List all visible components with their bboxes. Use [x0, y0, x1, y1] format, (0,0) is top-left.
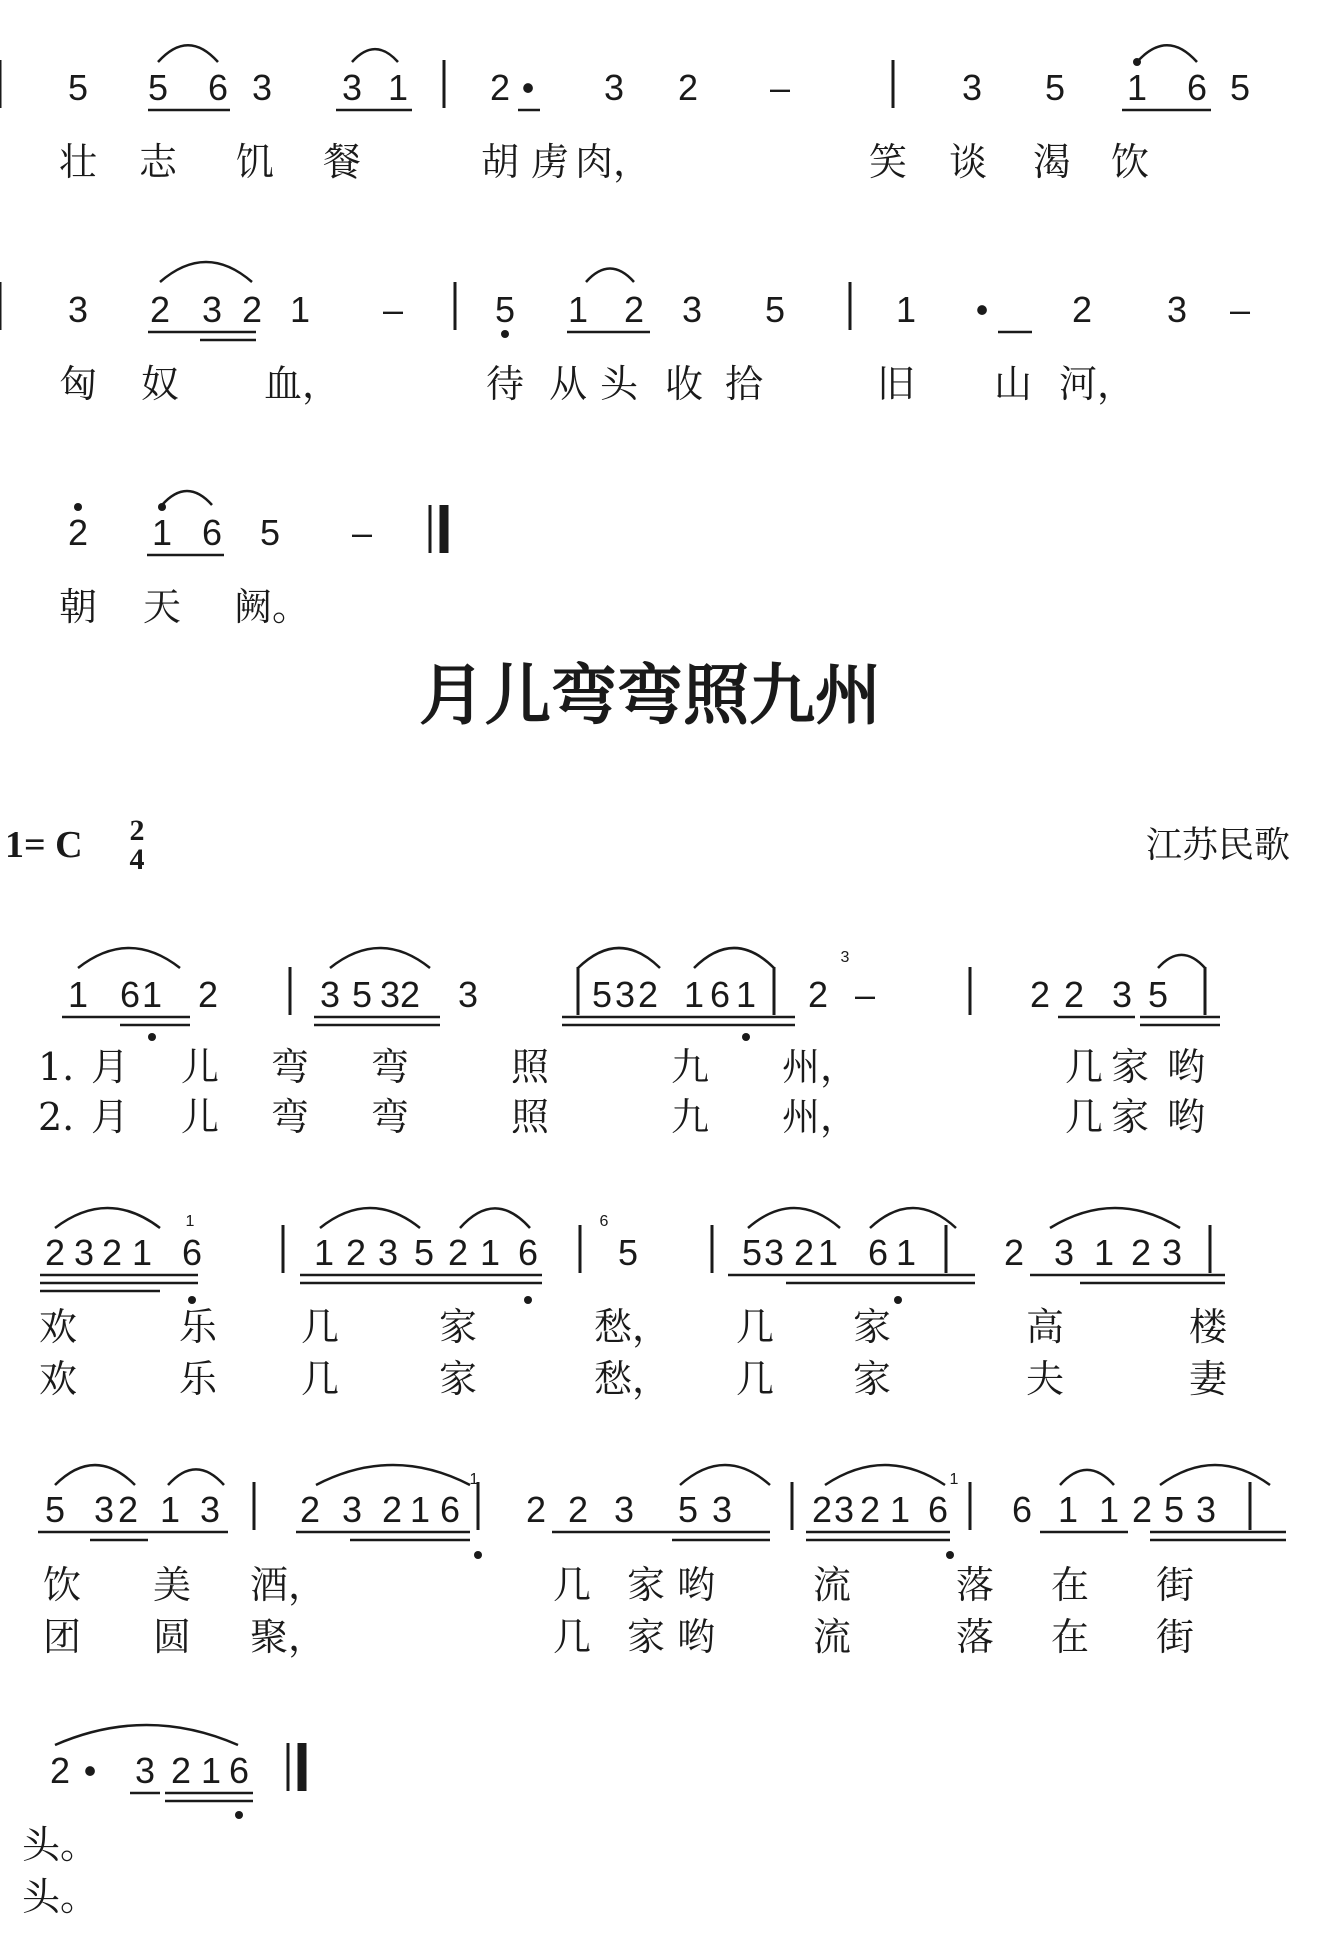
lyric: 山: [993, 362, 1033, 406]
note: 5: [67, 67, 89, 108]
note: 1: [1098, 1489, 1120, 1530]
grace-note: 1: [949, 1471, 959, 1488]
note: 3: [134, 1750, 156, 1791]
note: 6: [181, 1232, 203, 1273]
slur: [168, 1469, 224, 1485]
lyric: 志: [138, 140, 178, 184]
note: 3: [603, 67, 625, 108]
lyric: 家: [438, 1357, 478, 1401]
lyric: 渴: [1032, 140, 1072, 184]
note: 5: [1147, 974, 1169, 1015]
lyric: 流: [812, 1615, 852, 1659]
lyric: 弯: [270, 1045, 310, 1089]
note: 3: [711, 1489, 733, 1530]
note: 2: [811, 1489, 833, 1530]
note: 1: [289, 289, 311, 330]
lyric: 天: [142, 585, 182, 629]
note: 1: [131, 1232, 153, 1273]
note: 5: [677, 1489, 699, 1530]
lyric: 家: [852, 1357, 892, 1401]
lyric: 聚，: [249, 1615, 327, 1659]
lyric: 弯: [370, 1045, 410, 1089]
note: 3: [1053, 1232, 1075, 1273]
lyric: 家: [626, 1615, 666, 1659]
note: 6: [1011, 1489, 1033, 1530]
note: 6: [927, 1489, 949, 1530]
lyric: 照: [510, 1045, 550, 1089]
note: 3: [763, 1232, 785, 1273]
note: 3: [613, 1489, 635, 1530]
note: 1: [895, 289, 917, 330]
note: 3: [961, 67, 983, 108]
note: 3: [1111, 974, 1133, 1015]
slur: [352, 49, 398, 62]
note: 1: [683, 974, 705, 1015]
grace-note: 6: [599, 1213, 609, 1230]
note: 2: [859, 1489, 881, 1530]
lyric: 几: [300, 1305, 340, 1349]
song-title: 月儿弯弯照九州: [419, 657, 881, 734]
lyric: 谈: [948, 140, 988, 184]
note: 3: [379, 974, 401, 1015]
slur: [1158, 955, 1205, 968]
lyric: 哟: [1166, 1095, 1206, 1139]
note: 2: [567, 1489, 589, 1530]
note: 5: [1163, 1489, 1185, 1530]
slur: [694, 948, 774, 968]
lyric: 虏: [530, 140, 570, 184]
slur: [316, 1465, 470, 1485]
lyric: 月: [90, 1095, 130, 1139]
note: 2: [197, 974, 219, 1015]
lyric: 落: [955, 1563, 995, 1607]
lyric: 愁，: [593, 1357, 671, 1401]
lyric: 朝: [58, 585, 98, 629]
slur: [330, 948, 430, 968]
lyric: 匈: [58, 362, 98, 406]
slur: [55, 1208, 160, 1228]
note: 3: [1161, 1232, 1183, 1273]
dash-note: –: [382, 289, 404, 330]
note: 5: [413, 1232, 435, 1273]
note: 3: [341, 1489, 363, 1530]
note: 2: [345, 1232, 367, 1273]
slur: [78, 948, 180, 968]
note: 2: [1029, 974, 1051, 1015]
note: 2: [623, 289, 645, 330]
octave-dot-high: [74, 503, 82, 511]
lyric: 几: [300, 1357, 340, 1401]
note: 5: [764, 289, 786, 330]
lyric: 家: [438, 1305, 478, 1349]
note: 1: [735, 974, 757, 1015]
lyric: 家: [852, 1305, 892, 1349]
note: 1: [567, 289, 589, 330]
lyric: 头。: [21, 1823, 99, 1867]
lyric: 笑: [868, 140, 908, 184]
lyric: 壮: [58, 140, 98, 184]
note: 3: [251, 67, 273, 108]
slur: [680, 1465, 770, 1485]
octave-dot-low: [235, 1811, 243, 1819]
octave-dot-low: [894, 1296, 902, 1304]
note: 5: [591, 974, 613, 1015]
slur: [1050, 1208, 1180, 1228]
lyric: 照: [510, 1095, 550, 1139]
lyric: 几: [552, 1615, 592, 1659]
dot-augment: •: [83, 1750, 97, 1791]
note: 3: [67, 289, 89, 330]
octave-dot-low: [188, 1296, 196, 1304]
slur: [55, 1725, 238, 1745]
slur: [578, 948, 660, 968]
time-signature-top: 2: [129, 814, 145, 847]
lyric: 楼: [1188, 1305, 1228, 1349]
lyric: 乐: [178, 1357, 218, 1401]
slur: [1060, 1470, 1114, 1485]
slur: [1137, 45, 1197, 62]
lyric: 几: [1064, 1095, 1104, 1139]
lyric: 在: [1050, 1563, 1090, 1607]
lyric: 饥: [235, 140, 275, 184]
lyric: 几: [735, 1305, 775, 1349]
note: 3: [199, 1489, 221, 1530]
slur: [870, 1208, 956, 1228]
lyric: 流: [812, 1563, 852, 1607]
lyric: 哟: [676, 1563, 716, 1607]
dash-note: –: [1229, 289, 1251, 330]
lyric: 乐: [178, 1305, 218, 1349]
note: 1: [1126, 67, 1148, 108]
octave-dot-low: [946, 1551, 954, 1559]
lyric: 收: [664, 362, 704, 406]
note: 3: [614, 974, 636, 1015]
lyric: 家: [626, 1563, 666, 1607]
lyric: 饮: [1110, 140, 1150, 184]
lyric: 弯: [270, 1095, 310, 1139]
dash-note: –: [351, 512, 373, 553]
note: 1: [159, 1489, 181, 1530]
dash-note: –: [769, 67, 791, 108]
lyric: 街: [1155, 1563, 1195, 1607]
note: 2: [49, 1750, 71, 1791]
note: 6: [1186, 67, 1208, 108]
note: 5: [1229, 67, 1251, 108]
dot-augment: •: [521, 67, 535, 108]
note: 3: [319, 974, 341, 1015]
grace-note: 1: [469, 1471, 479, 1488]
lyric: 愁，: [593, 1305, 671, 1349]
note: 2: [399, 974, 421, 1015]
note: 2: [170, 1750, 192, 1791]
note: 1: [1057, 1489, 1079, 1530]
lyric: 州，: [781, 1045, 859, 1089]
lyric: 家: [1110, 1095, 1150, 1139]
slur: [1160, 1465, 1270, 1485]
note: 1: [151, 512, 173, 553]
lyric: 肉，: [574, 140, 652, 184]
note: 6: [709, 974, 731, 1015]
lyric: 酒，: [249, 1563, 327, 1607]
lyric: 头。: [21, 1875, 99, 1919]
lyric: 家: [1110, 1045, 1150, 1089]
note: 2: [447, 1232, 469, 1273]
lyric: 月: [90, 1045, 130, 1089]
lyric: 几: [1064, 1045, 1104, 1089]
lyric: 圆: [152, 1615, 192, 1659]
note: 2: [525, 1489, 547, 1530]
note: 3: [1166, 289, 1188, 330]
note: 3: [341, 67, 363, 108]
note: 3: [833, 1489, 855, 1530]
note: 2: [1003, 1232, 1025, 1273]
slur: [586, 269, 634, 282]
octave-dot-low: [524, 1296, 532, 1304]
note: 1: [67, 974, 89, 1015]
lyric: 头: [599, 362, 639, 406]
lyric: 奴: [140, 362, 180, 406]
lyric: 夫: [1025, 1357, 1065, 1401]
octave-dot-low: [742, 1033, 750, 1041]
lyric: 欢: [38, 1357, 78, 1401]
note: 3: [73, 1232, 95, 1273]
note: 2: [1130, 1232, 1152, 1273]
lyric: 妻: [1188, 1357, 1228, 1401]
dot-augment: •: [975, 289, 989, 330]
lyric: 弯: [370, 1095, 410, 1139]
note: 5: [1044, 67, 1066, 108]
note: 6: [517, 1232, 539, 1273]
lyric: 在: [1050, 1615, 1090, 1659]
lyric: 美: [152, 1563, 192, 1607]
slur: [160, 262, 252, 282]
lyric: 几: [735, 1357, 775, 1401]
note: 5: [259, 512, 281, 553]
slur: [320, 1208, 420, 1228]
slur: [825, 1465, 945, 1485]
note: 6: [201, 512, 223, 553]
text-layer: [5, 140, 1290, 1919]
lyric: 九: [670, 1095, 710, 1139]
note: 1: [817, 1232, 839, 1273]
note: 6: [228, 1750, 250, 1791]
note: 1: [479, 1232, 501, 1273]
lyric: 旧: [876, 362, 916, 406]
note: 6: [439, 1489, 461, 1530]
note: 1: [313, 1232, 335, 1273]
lyric: 从: [548, 362, 588, 406]
lyric: 血，: [263, 362, 341, 406]
note: 5: [741, 1232, 763, 1273]
note: 2: [677, 67, 699, 108]
note: 2: [101, 1232, 123, 1273]
song-source: 江苏民歌: [1145, 825, 1290, 866]
time-signature-bottom: 4: [129, 843, 145, 876]
note: 1: [387, 67, 409, 108]
grace-note: 1: [185, 1213, 195, 1230]
note: 1: [1093, 1232, 1115, 1273]
lyric: 几: [552, 1563, 592, 1607]
octave-dot-low: [474, 1551, 482, 1559]
note: 2: [44, 1232, 66, 1273]
note: 2: [637, 974, 659, 1015]
note: 1: [200, 1750, 222, 1791]
lyric: 拾: [724, 362, 764, 406]
lyric: 团: [42, 1615, 82, 1659]
lyric: 哟: [676, 1615, 716, 1659]
lyric: 儿: [180, 1045, 220, 1089]
slur: [162, 491, 212, 505]
lyric: 胡: [480, 140, 520, 184]
note: 2: [793, 1232, 815, 1273]
lyric: 哟: [1166, 1045, 1206, 1089]
lyric: 阙。: [233, 585, 311, 629]
note: 5: [494, 289, 516, 330]
lyric: 餐: [322, 140, 362, 184]
slur: [158, 45, 218, 62]
note: 5: [147, 67, 169, 108]
note: 3: [93, 1489, 115, 1530]
note: 3: [457, 974, 479, 1015]
slur: [460, 1208, 530, 1228]
note: 2: [807, 974, 829, 1015]
note: 1: [895, 1232, 917, 1273]
note: 5: [351, 974, 373, 1015]
lyric: 待: [485, 362, 525, 406]
note: 5: [44, 1489, 66, 1530]
lyric: 街: [1155, 1615, 1195, 1659]
note: 6: [867, 1232, 889, 1273]
slur: [748, 1208, 840, 1228]
note: 3: [1195, 1489, 1217, 1530]
note: 3: [201, 289, 223, 330]
note: 2: [149, 289, 171, 330]
verse-label: 2.: [38, 1095, 75, 1139]
note: 2: [117, 1489, 139, 1530]
lyric: 九: [670, 1045, 710, 1089]
note: 3: [377, 1232, 399, 1273]
lyric: 州，: [781, 1095, 859, 1139]
note: 1: [409, 1489, 431, 1530]
note: 5: [617, 1232, 639, 1273]
octave-dot-low: [148, 1033, 156, 1041]
note: 2: [67, 512, 89, 553]
lyric: 落: [955, 1615, 995, 1659]
note: 6: [119, 974, 141, 1015]
note: 2: [381, 1489, 403, 1530]
dash-note: –: [854, 974, 876, 1015]
note: 6: [207, 67, 229, 108]
note: 3: [681, 289, 703, 330]
grace-note: 3: [840, 949, 850, 966]
note: 2: [1071, 289, 1093, 330]
lyric: 欢: [38, 1305, 78, 1349]
note: 1: [889, 1489, 911, 1530]
lyric: 儿: [180, 1095, 220, 1139]
key-signature: 1= C: [5, 824, 83, 866]
lyric: 高: [1025, 1305, 1065, 1349]
note: 2: [1131, 1489, 1153, 1530]
note: 2: [1063, 974, 1085, 1015]
verse-label: 1.: [38, 1045, 75, 1089]
note: 2: [299, 1489, 321, 1530]
octave-dot-low: [501, 330, 509, 338]
note: 2: [241, 289, 263, 330]
slur: [55, 1465, 135, 1485]
note: 1: [141, 974, 163, 1015]
note: 2: [489, 67, 511, 108]
lyric: 饮: [42, 1563, 82, 1607]
lyric: 河，: [1058, 362, 1136, 406]
